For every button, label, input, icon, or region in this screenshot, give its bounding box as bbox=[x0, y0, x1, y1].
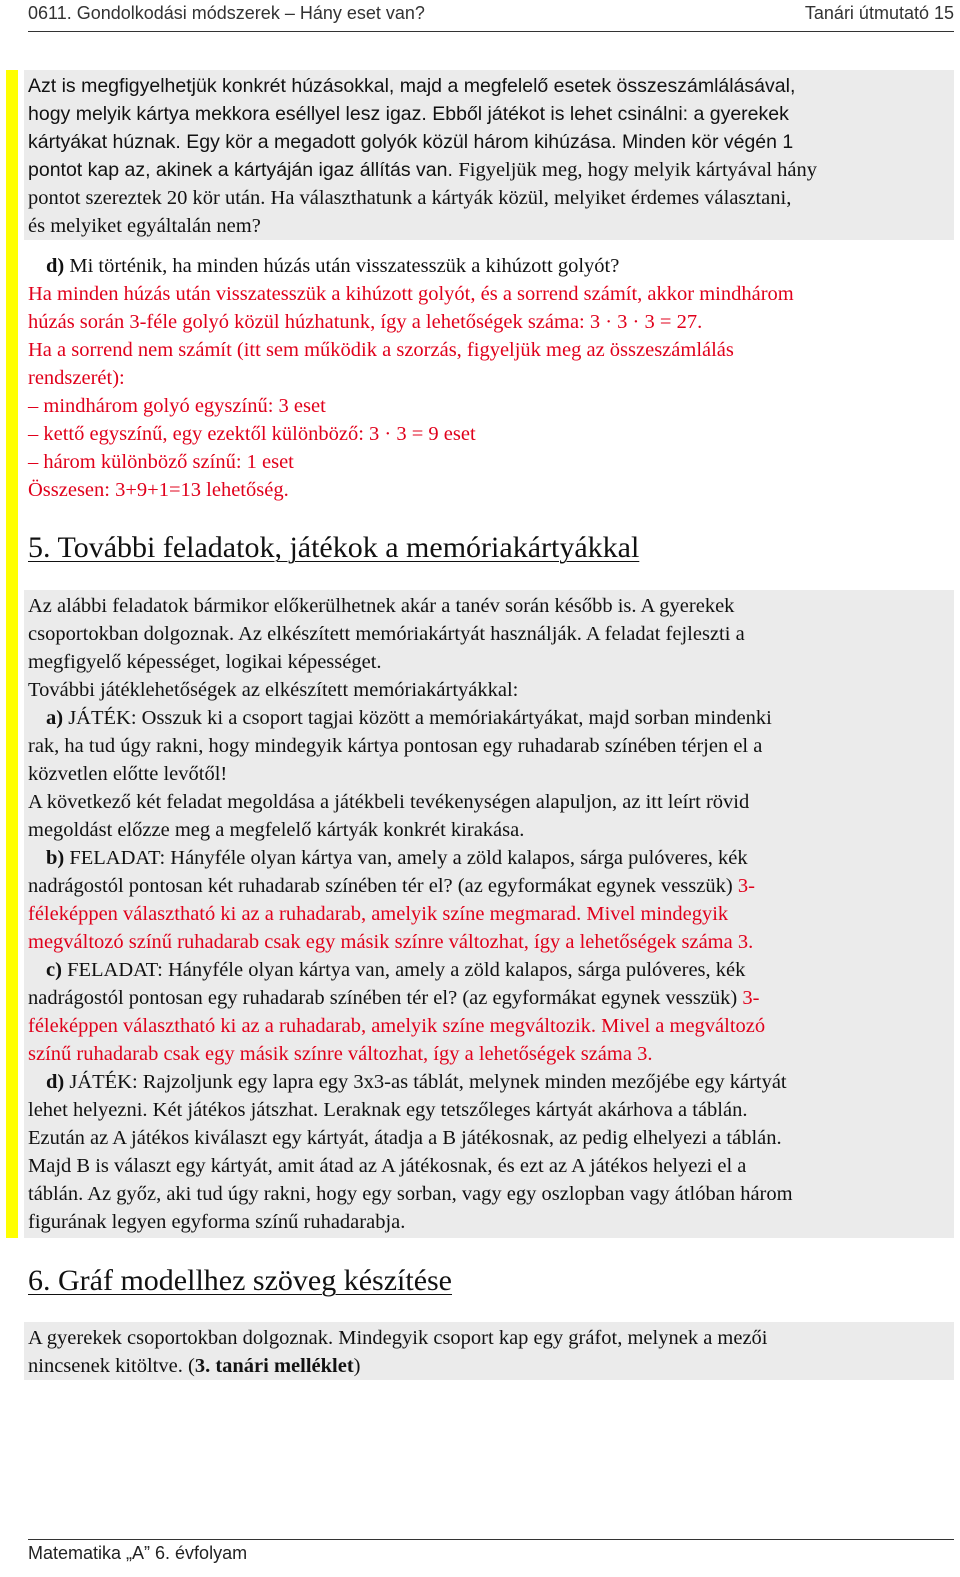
answer-line: féleképpen választható ki az a ruhadarab, amelyik színe megváltozik. Mivel a megváltozó bbox=[28, 1015, 766, 1037]
section5-line: nadrágostól pontosan két ruhadarab színében tér el? (az egyformákat egynek vesszük) bbox=[28, 875, 738, 897]
task-label: c) bbox=[46, 959, 62, 981]
section5-line: lehet helyezni. Két játékos játszhat. Leraknak egy tetszőleges kártyát akárhova a táblán. bbox=[28, 1099, 748, 1121]
answer-line: Ha a sorrend nem számít (itt sem működik a szorzás, figyeljük meg az összeszámlálás bbox=[28, 339, 734, 361]
intro-line: Ha választhatunk a kártyák közül, melyiket érdemes választani, bbox=[270, 187, 792, 209]
section6-line: nincsenek kitöltve. ( bbox=[28, 1355, 195, 1377]
section5-line: További játéklehetőségek az elkészített memóriakártyákkal: bbox=[28, 679, 519, 701]
section5-line: közvetlen előtte levőtől! bbox=[28, 763, 228, 785]
task-label: b) bbox=[46, 847, 65, 869]
answer-line: rendszerét): bbox=[28, 367, 125, 389]
answer-text: 3- bbox=[742, 987, 760, 1009]
highlight-bar bbox=[6, 70, 18, 1238]
header-page-info: Tanári útmutató 15 bbox=[804, 3, 954, 23]
answer-line: féleképpen választható ki az a ruhadarab, amelyik színe megmarad. Mivel mindegyik bbox=[28, 903, 729, 925]
task-text: FELADAT: Hányféle olyan kártya van, amely a zöld kalapos, sárga pulóveres, kék bbox=[64, 847, 748, 869]
intro-line: pontot szereztek 20 kör után. bbox=[28, 187, 271, 209]
header-divider bbox=[28, 31, 954, 32]
section5-line: megfigyelő képességet, logikai képességet. bbox=[28, 651, 382, 673]
answer-text: 3- bbox=[737, 875, 755, 897]
header-title: 0611. Gondolkodási módszerek – Hány eset van? bbox=[28, 3, 425, 23]
page-footer: Matematika „A” 6. évfolyam bbox=[28, 1543, 248, 1563]
intro-line: Azt is megfigyelhetjük konkrét húzásokkal, majd a megfelelő esetek összeszámlálásával, bbox=[28, 75, 796, 97]
intro-line: pontot kap az, akinek a kártyáján igaz állítás van. bbox=[28, 159, 459, 181]
section6-body bbox=[28, 1324, 946, 1380]
section6-line: A gyerekek csoportokban dolgoznak. Mindegyik csoport kap egy gráfot, melynek a mezői bbox=[28, 1327, 768, 1349]
task-text: FELADAT: Hányféle olyan kártya van, amely a zöld kalapos, sárga pulóveres, kék bbox=[61, 959, 746, 981]
answer-line: – mindhárom golyó egyszínű: 3 eset bbox=[28, 395, 326, 417]
answer-line: színű ruhadarab csak egy másik színre változhat, így a lehetőségek száma 3. bbox=[28, 1043, 653, 1065]
answer-line: Összesen: 3+9+1=13 lehetőség. bbox=[28, 479, 289, 501]
intro-line: és melyiket egyáltalán nem? bbox=[28, 215, 261, 237]
footer-divider bbox=[28, 1539, 954, 1540]
section6-line: ) bbox=[353, 1355, 361, 1377]
section5-line: rak, ha tud úgy rakni, hogy mindegyik kártya pontosan egy ruhadarab színében térjen el a bbox=[28, 735, 763, 757]
section5-line: csoportokban dolgoznak. Az elkészített memóriakártyát használják. A feladat fejleszti a bbox=[28, 623, 745, 645]
page-header bbox=[28, 0, 954, 30]
section5-line: A következő két feladat megoldása a játékbeli tevékenységen alapuljon, az itt leírt rövid bbox=[28, 791, 750, 813]
question-label: d) bbox=[46, 255, 65, 277]
section5-heading: 5. További feladatok, játékok a memóriakártyákkal bbox=[28, 531, 640, 564]
answer-line: megváltozó színű ruhadarab csak egy másik színre változhat, így a lehetőségek száma 3. bbox=[28, 931, 754, 953]
section5-line: Majd B is választ egy kártyát, amit átad az A játékosnak, és ezt az A játékos helyezi el a bbox=[28, 1155, 747, 1177]
intro-line: Figyeljük meg, hogy melyik kártyával hány bbox=[458, 159, 818, 181]
question-text: Mi történik, ha minden húzás után visszatesszük a kihúzott golyót? bbox=[64, 255, 620, 277]
task-text: JÁTÉK: Osszuk ki a csoport tagjai között a memóriakártyákat, majd sorban mindenki bbox=[63, 707, 772, 729]
section5-line: Az alábbi feladatok bármikor előkerülhetnek akár a tanév során később is. A gyerekek bbox=[28, 595, 735, 617]
intro-line: Ebből játékot is lehet csinálni: a gyerekek bbox=[432, 103, 789, 125]
question-d bbox=[28, 252, 946, 280]
section6-heading: 6. Gráf modellhez szöveg készítése bbox=[28, 1264, 452, 1297]
task-text: JÁTÉK: Rajzoljunk egy lapra egy 3x3-as táblát, melynek minden mezőjébe egy kártyát bbox=[64, 1071, 787, 1093]
answer-line: – három különböző színű: 1 eset bbox=[28, 451, 294, 473]
section5-line: Ezután az A játékos kiválaszt egy kártyát, átadja a B játékosnak, az pedig elhelyezi a táblán. bbox=[28, 1127, 782, 1149]
answer-line: Ha minden húzás után visszatesszük a kihúzott golyót, és a sorrend számít, akkor mindhárom bbox=[28, 283, 794, 305]
section5-line: figurának legyen egyforma színű ruhadarabja. bbox=[28, 1211, 406, 1233]
section5-body bbox=[28, 592, 946, 1236]
attachment-reference: 3. tanári melléklet bbox=[194, 1355, 354, 1377]
section5-line: táblán. Az győz, aki tud úgy rakni, hogy egy sorban, vagy egy oszlopban vagy átlóban három bbox=[28, 1183, 793, 1205]
section5-line: megoldást előzze meg a megfelelő kártyák konkrét kirakása. bbox=[28, 819, 525, 841]
answer-d bbox=[28, 280, 946, 504]
task-label: d) bbox=[46, 1071, 65, 1093]
intro-paragraph bbox=[28, 72, 946, 240]
intro-line: kártyákat húznak. Egy kör a megadott golyók közül három kihúzása. Minden kör végén 1 bbox=[28, 131, 794, 153]
intro-line: hogy melyik kártya mekkora eséllyel lesz igaz. bbox=[28, 103, 433, 125]
section5-line: nadrágostól pontosan egy ruhadarab színében tér el? (az egyformákat egynek vesszük) bbox=[28, 987, 743, 1009]
task-label: a) bbox=[46, 707, 64, 729]
answer-line: húzás során 3-féle golyó közül húzhatunk, így a lehetőségek száma: 3 · 3 · 3 = 27. bbox=[28, 311, 703, 333]
answer-line: – kettő egyszínű, egy ezektől különböző: 3 · 3 = 9 eset bbox=[28, 423, 476, 445]
